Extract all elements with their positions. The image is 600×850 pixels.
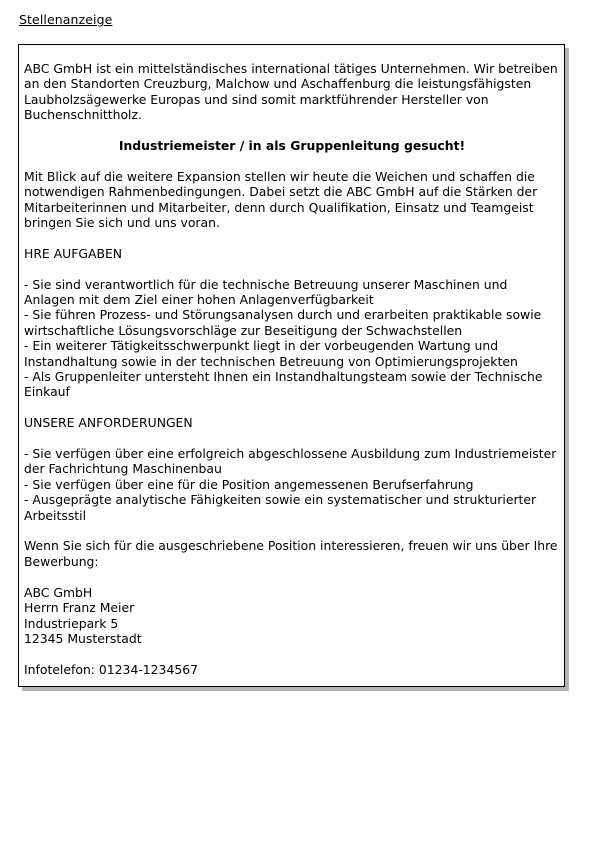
contact-company: ABC GmbH <box>24 584 93 600</box>
job-title: Industriemeister / in als Gruppenleitung gesucht! <box>118 138 466 154</box>
task-item: - Sie sind verantwortlich für die technische Betreuung unserer Maschinen und Anlagen mit dem Ziel einer hohen Anlagenverfügbarkeit <box>24 276 508 308</box>
intro-paragraph: ABC GmbH ist ein mittelständisches international tätiges Unternehmen. Wir betreiben an den Standorten Creuzburg, Malchow und Aschaffenburg die leistungsfähigsten Laubholzsägewerke Europas und sind somit marktführender Hersteller von Buchenschnittholz. <box>24 61 558 123</box>
closing-paragraph: Wenn Sie sich für die ausgeschriebene Position interessieren, freuen wir uns über Ihre Bewerbung: <box>24 538 558 569</box>
expansion-paragraph: Mit Blick auf die weitere Expansion stellen wir heute die Weichen und schaffen die notwendigen Rahmenbedingungen. Dabei setzt die ABC GmbH auf die Stärken der Mitarbeiterinnen und Mitarbeiter, denn durch Qualifikation, Einsatz und Teamgeist bringen Sie sich und uns voran. <box>24 168 538 231</box>
info-phone: Infotelefon: 01234-1234567 <box>24 661 198 677</box>
requirements-heading: UNSERE ANFORDERUNGEN <box>24 415 193 431</box>
task-item: - Als Gruppenleiter untersteht Ihnen ein Instandhaltungsteam sowie der Technische Einkauf <box>24 369 543 400</box>
contact-person: Herrn Franz Meier <box>24 600 135 616</box>
tasks-heading: HRE AUFGABEN <box>24 245 123 261</box>
task-item: - Ein weiterer Tätigkeitsschwerpunkt liegt in der vorbeugenden Wartung und Instandhaltung sowie in der technischen Betreuung von Optimierungsprojekten <box>24 338 518 369</box>
page-header: Stellenanzeige <box>19 12 113 27</box>
contact-street: Industriepark 5 <box>24 615 119 631</box>
requirement-item: - Sie verfügen über eine erfolgreich abgeschlossene Ausbildung zum Industriemeister der Fachrichtung Maschinenbau <box>24 446 557 477</box>
requirement-item: - Ausgeprägte analytische Fähigkeiten sowie ein systematischer und strukturierter Arbeitsstil <box>24 492 537 523</box>
requirement-item: - Sie verfügen über eine für die Position angemessenen Berufserfahrung <box>24 476 474 492</box>
job-ad-box <box>18 44 565 687</box>
contact-city: 12345 Musterstadt <box>24 630 142 646</box>
task-item: - Sie führen Prozess- und Störungsanalysen durch und erarbeiten praktikable sowie wirtschaftliche Lösungsvorschläge zur Beseitigung der Schwachstellen <box>24 307 542 338</box>
